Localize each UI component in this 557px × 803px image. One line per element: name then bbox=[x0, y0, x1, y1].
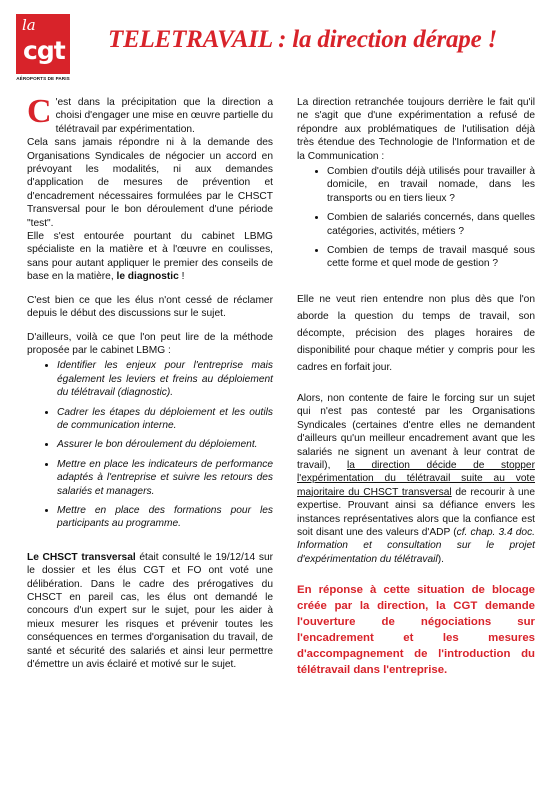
page-title bbox=[108, 26, 497, 54]
paragraph-text: Alors, non contente de faire le forcing sur un sujet qui n'est pas contesté par les Organisations Syndicales (certaines d'entre elles ne demandent d'ailleurs qu'un meilleur encadrement avant que les salariés ne signent un avenant à leur contrat de travail), bbox=[297, 392, 535, 471]
list-item: • Combien de salariés concernés, dans quelles catégories, activités, métiers ? bbox=[327, 211, 535, 238]
list-item: • Mettre en place des formations pour les participants au programme. bbox=[57, 504, 273, 531]
list-item: • Mettre en place les indicateurs de performance adaptés à l'entreprise et suivre les retours des salariés et managers. bbox=[57, 458, 273, 498]
list-item: • Combien de temps de travail masqué sous cette forme et quel mode de gestion ? bbox=[327, 244, 535, 271]
underlined-text: la direction décide de stopper l'expérimentation du télétravail suite au vote majoritaire du CHSCT transversal bbox=[297, 459, 535, 498]
paragraph: Cela sans jamais répondre ni à la demande des Organisations Syndicales de négocier un accord en prévoyant les modalités, ni aux demandes d'application de mesures de prévention et d'encadrement nécessaires formulées par le CHSCT Transversal pour le bon déroulement d'une période "test". bbox=[27, 137, 273, 229]
paragraph bbox=[297, 392, 535, 566]
paragraph-text: ! bbox=[178, 271, 185, 283]
paragraph-text: était consulté le 19/12/14 sur le dossier et les élus CGT et FO ont voté une délibération. Dans le cadre des prérogatives du CHSCT en pareil cas, les élus ont demandé le concours d'un expert sur le sujet, pour les aider à mieux mesurer les risques et prévenir toutes les conséquences en termes d'organisation du travail, de santé et sécurité des salariés et ainsi leur permettre d'émettre un avis éclairé et motivé sur le sujet. bbox=[27, 551, 273, 671]
paragraph bbox=[27, 551, 273, 672]
intro-paragraph bbox=[27, 93, 273, 136]
paragraph: Elle ne veut rien entendre non plus dès que l'on aborde la question du temps de travail, son décompte, précision des plages horaires de disponibilité pour chaque métier y compris pour les cadres en forfait jour. bbox=[297, 293, 535, 373]
method-list bbox=[27, 359, 273, 530]
intro-text: 'est dans la précipitation que la direction a choisi d'engager une mise en œuvre partielle du télétravail par expérimentation. bbox=[55, 97, 273, 135]
logo-box bbox=[16, 14, 70, 74]
logo-subtitle: AÉROPORTS DE PARIS bbox=[16, 76, 70, 81]
bold-text: Le CHSCT transversal bbox=[27, 551, 136, 563]
paragraph: La direction retranchée toujours derrière le fait qu'il ne s'agit que d'une expérimentation a refusé de répondre aux problématiques de l'utilisation déjà très étendue des Technologie de l'Information et de la Communication : bbox=[297, 97, 535, 162]
drop-cap: C bbox=[27, 93, 52, 130]
paragraph-text: de recourir à une expertise. Prouvant ainsi sa défiance envers les instances représentatives alors que la confiance est soit disant une des valeurs d'ADP ( bbox=[297, 486, 535, 538]
questions-list bbox=[297, 165, 535, 271]
list-item: • Identifier les enjeux pour l'entreprise mais également les leviers et freins au déploiement du télétravail (diagnostic). bbox=[57, 359, 273, 399]
title-rest: : la direction dérape ! bbox=[272, 26, 498, 53]
logo-la: la bbox=[22, 16, 36, 34]
paragraph-text: Elle s'est entourée pourtant du cabinet LBMG spécialiste en la matière et à l'œuvre en coulisses, sans pour autant appliquer le premier des conseils de base en la matière, bbox=[27, 231, 273, 283]
title-emphasis: TELETRAVAIL bbox=[108, 26, 273, 53]
left-column bbox=[27, 93, 273, 681]
logo-cgt: cgt bbox=[23, 36, 65, 65]
list-item: • Combien d'outils déjà utilisés pour travailler à domicile, en travail nomade, dans les transports ou en tiers lieux ? bbox=[327, 165, 535, 205]
paragraph bbox=[27, 230, 273, 284]
list-item: • Cadrer les étapes du déploiement et les outils de communication interne. bbox=[57, 406, 273, 433]
cgt-logo bbox=[16, 14, 70, 86]
cgt-demand: En réponse à cette situation de blocage créée par la direction, la CGT demande l'ouverture de négociations sur l'encadrement et les mesures d'accompagnement de l'introduction du télétravail dans l'entreprise. bbox=[297, 584, 535, 677]
right-column bbox=[297, 96, 535, 688]
italic-text: cf. chap. 3.4 doc. Information et consultation sur le projet d'expérimentation du télétravail bbox=[297, 526, 535, 565]
list-item: • Assurer le bon déroulement du déploiement. bbox=[57, 438, 273, 451]
paragraph-text: ). bbox=[437, 553, 444, 565]
bold-text: le diagnostic bbox=[116, 271, 179, 283]
paragraph: C'est bien ce que les élus n'ont cessé de réclamer depuis le début des discussions sur le sujet. bbox=[27, 294, 273, 320]
paragraph: D'ailleurs, voilà ce que l'on peut lire de la méthode proposée par le cabinet LBMG : bbox=[27, 331, 273, 356]
